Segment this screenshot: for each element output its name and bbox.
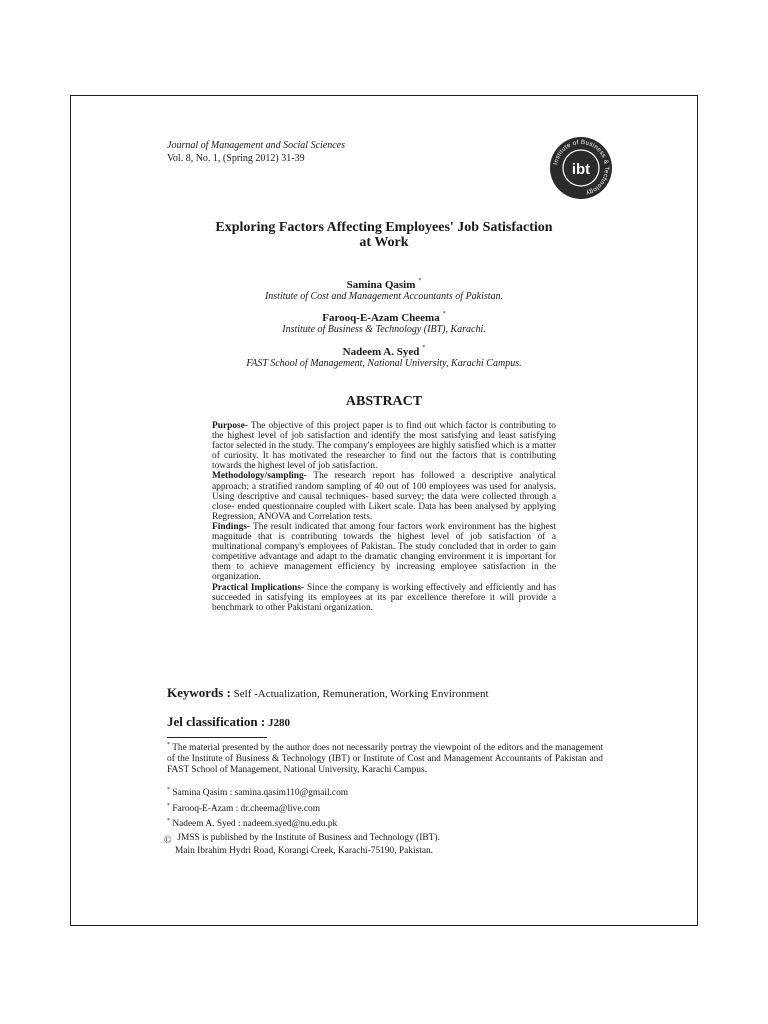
footnote-mark: * [167, 818, 170, 824]
abstract-implications [212, 583, 556, 613]
keywords-text: Self -Actualization, Remuneration, Working Environment [230, 688, 489, 700]
author-name: Farooq-E-Azam Cheema [322, 312, 440, 324]
publisher-note [164, 833, 440, 857]
copyright-icon: © [164, 835, 172, 846]
abstract-methodology [212, 471, 556, 521]
section-label: Findings- [212, 521, 251, 532]
author-affiliation: Institute of Business & Technology (IBT), Karachi. [282, 324, 486, 335]
email-line [167, 800, 348, 816]
author-emails [167, 784, 348, 831]
author-block-3 [170, 345, 598, 369]
footnote-mark: * [167, 787, 170, 793]
publisher-line-2: Main Ibrahim Hydri Road, Korangi Creek, Karachi-75190, Pakistan. [175, 846, 434, 856]
author-mark: * [418, 278, 422, 284]
author-mark: * [442, 311, 446, 317]
author-name: Samina Qasim [346, 279, 416, 291]
logo-center-text: ibt [571, 161, 591, 178]
abstract-heading: ABSTRACT [345, 394, 423, 409]
section-text: The objective of this project paper is to find out which factor is contributing to the highest level of job satisfaction and identify the most satisfying and least satisfying factor selected in the study. The company's employees are highly satisfied which is a matter of curiosity. It has motivated the researcher to find out the factors that is contributing towards the highest level of job satisfaction. [212, 421, 556, 472]
section-text: The research report has followed a descriptive analytical approach; a stratified random sampling of 40 out of 100 employees was used for analysis. Using descriptive and causal techniques- based survey; the data were collected through a close- ended questionnaire coupled with Likert scale. Data has been analysed by applying Regression, ANOVA and Correlation tests. [212, 471, 556, 522]
disclaimer-text: The material presented by the author does not necessarily portray the viewpoint of the editors and the management of the Institute of Business & Technology (IBT) or Institute of Cost and Management Accountants of Pakistan and FAST School of Management, National University, Karachi Campus. [167, 743, 603, 775]
section-label: Practical Implications- [212, 582, 305, 593]
logo-ring-text: Institute of Business & Technology [552, 138, 611, 197]
jel-label: Jel classification : [167, 714, 266, 729]
jel-classification [167, 714, 290, 730]
section-text: Since the company is working effectively and efficiently and has succeeded in satisfying its employees at its par excellence therefore it will provide a benchmark to other Pakistani organization. [212, 582, 556, 613]
author-affiliation: FAST School of Management, National University, Karachi Campus. [246, 358, 522, 369]
email-text: Farooq-E-Azam : dr.cheema@live.com [170, 803, 320, 814]
email-line [167, 815, 348, 831]
keywords [167, 685, 489, 701]
section-label: Purpose- [212, 421, 248, 431]
footnote-divider [167, 737, 267, 738]
email-text: Nadeem A. Syed : nadeem.syed@nu.edu.pk [170, 819, 338, 829]
ibt-seal-icon [549, 136, 613, 200]
publisher-line-1: JMSS is published by the Institute of Business and Technology (IBT). [175, 833, 440, 843]
title-line-1: Exploring Factors Affecting Employees' Job Satisfaction [215, 220, 553, 235]
email-text: Samina Qasim : samina.qasim110@gmail.com [170, 788, 349, 798]
email-line [167, 784, 348, 800]
footnote-mark: * [167, 742, 170, 748]
footnote-mark: * [167, 802, 170, 809]
keywords-label: Keywords : [167, 685, 231, 700]
paper-title [170, 220, 598, 250]
abstract-purpose [212, 421, 556, 471]
section-text: The result indicated that among four factors work environment has the highest magnitude that is contributing towards the highest level of job satisfaction of a multinational company's employees of Pakistan. The study concluded that in order to gain competitive advantage and adapt to the dramatic changing environment it is important for them to achieve management efficiency by increasing employee satisfaction in the organization. [212, 521, 556, 583]
author-name: Nadeem A. Syed [342, 346, 420, 358]
author-block-2 [170, 311, 598, 335]
author-mark: * [422, 345, 426, 351]
abstract-findings [212, 522, 556, 583]
disclaimer-note [167, 740, 603, 776]
journal-name: Journal of Management and Social Sciences [167, 140, 346, 151]
jel-code: J280 [265, 717, 290, 729]
author-affiliation: Institute of Cost and Management Accountants of Pakistan. [264, 291, 504, 302]
journal-volume: Vol. 8, No. 1, (Spring 2012) 31-39 [167, 153, 305, 164]
author-block-1 [170, 278, 598, 302]
section-label: Methodology/sampling- [212, 471, 307, 482]
abstract-body [212, 421, 556, 613]
title-line-2: at Work [359, 235, 409, 250]
